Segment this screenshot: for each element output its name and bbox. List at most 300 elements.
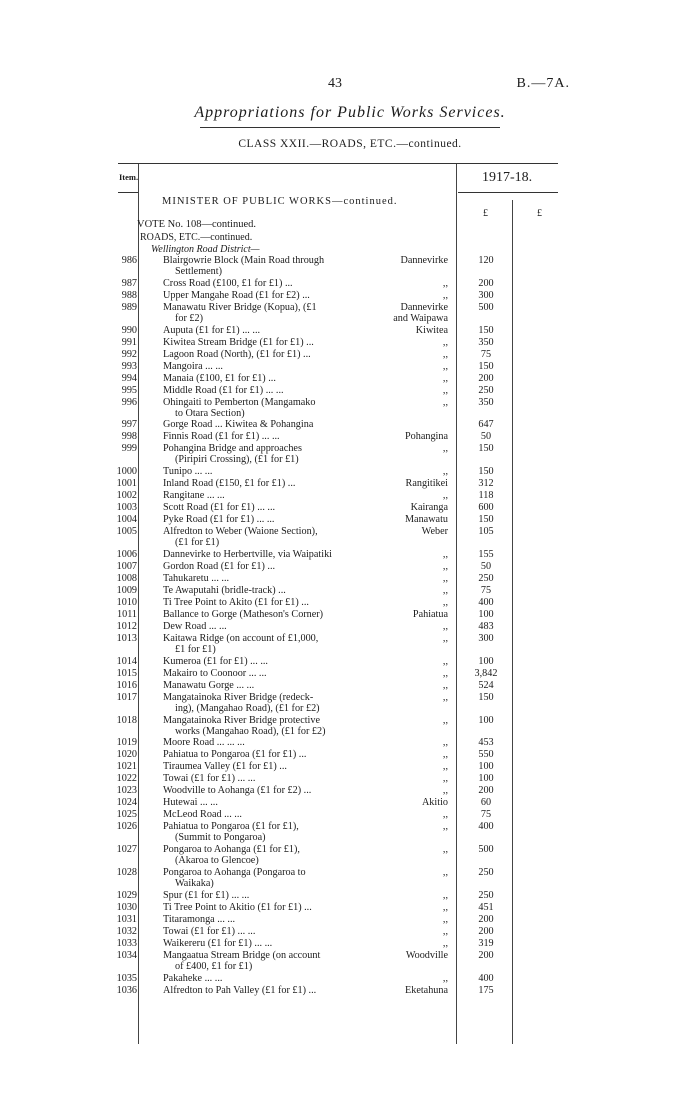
- description-line: Gorge Road ... Kiwitea & Pohangina: [163, 419, 314, 431]
- location-line: ,,: [442, 336, 448, 348]
- item-location: [443, 680, 448, 691]
- item-amount: 250: [478, 384, 494, 396]
- item-description: [163, 573, 373, 584]
- item-description: [163, 585, 373, 596]
- item-location: [443, 373, 448, 384]
- item-location: [443, 867, 448, 878]
- item-amount: 75: [480, 348, 492, 360]
- location-line: Dannevirke: [400, 255, 448, 266]
- location-line: ,,: [442, 679, 448, 691]
- item-location: [443, 668, 448, 679]
- description-line: Kaitawa Ridge (on account of £1,000,: [163, 633, 319, 644]
- location-line: ,,: [442, 844, 448, 856]
- item-description: [163, 973, 373, 984]
- description-line: Gordon Road (£1 for £1) ...: [163, 561, 276, 572]
- item-description: [163, 809, 373, 820]
- item-location: [443, 890, 448, 901]
- item-description: [163, 867, 373, 889]
- item-location: [443, 490, 448, 501]
- item-amount: 500: [478, 844, 494, 856]
- description-line: Pohangina Bridge and approaches: [163, 443, 302, 455]
- item-description: [163, 549, 373, 560]
- item-description: [163, 821, 373, 843]
- item-description: [163, 302, 373, 324]
- item-description: [163, 692, 373, 714]
- location-line: ,,: [442, 372, 448, 384]
- description-line: Waikereru (£1 for £1) ... ...: [163, 937, 273, 949]
- location-line: ,,: [442, 384, 448, 396]
- description-line: (Akaroa to Glencoe): [175, 855, 259, 867]
- item-amount: 155: [478, 549, 494, 560]
- item-location: [443, 361, 448, 372]
- location-line: ,,: [442, 396, 448, 408]
- item-location: [405, 985, 448, 996]
- description-line: Pongaroa to Aohanga (Pongaroa to: [163, 867, 306, 878]
- description-line: Mangatainoka River Bridge protective: [163, 714, 321, 726]
- item-amount: 100: [478, 655, 494, 667]
- description-line: Pahiatua to Pongaroa (£1 for £1),: [163, 821, 299, 833]
- item-location: [422, 797, 448, 808]
- location-line: ,,: [442, 561, 448, 572]
- item-number: 1010: [116, 597, 137, 608]
- item-number: 992: [121, 348, 137, 360]
- vote-heading: VOTE No. 108—continued.: [137, 219, 256, 230]
- item-location: [443, 585, 448, 596]
- item-description: [163, 561, 373, 572]
- item-number: 1016: [116, 679, 137, 691]
- item-amount: 250: [478, 889, 494, 901]
- item-amount: 3,842: [474, 667, 498, 679]
- item-number: 1001: [116, 478, 137, 490]
- item-amount: 150: [478, 514, 494, 526]
- item-description: [163, 514, 373, 525]
- item-amount: 451: [478, 901, 494, 913]
- item-location: [443, 785, 448, 796]
- location-line: ,,: [442, 737, 448, 749]
- description-line: Pahiatua to Pongaroa (£1 for £1) ...: [163, 749, 307, 761]
- item-amount: 50: [480, 561, 492, 572]
- item-amount: 312: [478, 478, 494, 490]
- description-line: works (Mangahao Road), (£1 for £2): [175, 725, 326, 737]
- description-line: (Summit to Pongaroa): [175, 832, 266, 844]
- location-line: ,,: [442, 655, 448, 667]
- item-amount: 75: [480, 809, 492, 821]
- description-line: Ti Tree Point to Akito (£1 for £1) ...: [163, 597, 309, 608]
- location-line: Akitio: [421, 797, 448, 809]
- item-location: [443, 914, 448, 925]
- location-line: and Waipawa: [393, 312, 448, 324]
- item-number: 1011: [117, 609, 137, 620]
- location-line: ,,: [442, 633, 448, 644]
- description-line: Pyke Road (£1 for £1) ... ...: [163, 514, 275, 526]
- description-line: Auputa (£1 for £1) ... ...: [163, 324, 261, 336]
- item-location: [405, 431, 448, 442]
- description-line: Pongaroa to Aohanga (£1 for £1),: [163, 844, 300, 856]
- item-amount: 350: [478, 396, 494, 408]
- item-number: 1024: [116, 797, 137, 809]
- item-amount: 175: [478, 984, 494, 996]
- item-amount: 150: [478, 466, 494, 478]
- description-line: Moore Road ... ... ...: [163, 737, 245, 749]
- location-line: Kairanga: [410, 502, 448, 514]
- item-amount: 100: [478, 761, 494, 773]
- item-number: 1035: [116, 972, 137, 984]
- item-location: [443, 573, 448, 584]
- item-description: [163, 419, 373, 430]
- item-number: 999: [121, 443, 137, 455]
- item-description: [163, 490, 373, 501]
- item-number: 1017: [116, 691, 137, 703]
- item-number: 994: [121, 372, 137, 384]
- item-description: [163, 938, 373, 949]
- item-amount: 200: [478, 913, 494, 925]
- location-line: ,,: [442, 360, 448, 372]
- item-number: 990: [121, 324, 137, 336]
- location-line: ,,: [442, 821, 448, 833]
- item-number: 1029: [116, 889, 137, 901]
- description-line: (Piripiri Crossing), (£1 for £1): [175, 454, 299, 466]
- description-line: Cross Road (£100, £1 for £1) ...: [163, 277, 293, 289]
- description-line: Manawatu River Bridge (Kopua), (£1: [163, 301, 317, 313]
- location-line: ,,: [442, 867, 448, 878]
- item-number: 1003: [116, 502, 137, 514]
- description-line: £1 for £1): [175, 644, 216, 655]
- description-line: Waikaka): [175, 878, 214, 889]
- location-line: Pohangina: [404, 431, 448, 443]
- item-description: [163, 290, 373, 301]
- item-amount: 200: [478, 372, 494, 384]
- item-location: [393, 302, 448, 324]
- item-location: [443, 844, 448, 855]
- item-amount: 319: [478, 937, 494, 949]
- item-description: [163, 797, 373, 808]
- item-description: [163, 443, 373, 465]
- item-number: 1031: [116, 913, 137, 925]
- item-location: [443, 397, 448, 408]
- item-amount: 647: [478, 419, 494, 431]
- item-amount: 150: [478, 443, 494, 455]
- item-description: [163, 950, 373, 972]
- description-line: Tiraumea Valley (£1 for £1) ...: [163, 761, 287, 773]
- description-line: Ti Tree Point to Akitio (£1 for £1) ...: [163, 901, 312, 913]
- description-line: Blairgowrie Block (Main Road through: [163, 255, 325, 266]
- item-amount: 600: [478, 502, 494, 514]
- item-amount: 300: [478, 633, 494, 644]
- location-line: ,,: [442, 443, 448, 455]
- item-location: [443, 278, 448, 289]
- header-rule-top: [118, 163, 558, 164]
- item-amount: 200: [478, 949, 494, 961]
- item-number: 1012: [116, 621, 137, 632]
- item-number: 1015: [116, 667, 137, 679]
- item-number: 1002: [116, 490, 137, 502]
- item-amount: 150: [478, 360, 494, 372]
- item-number: 989: [121, 301, 137, 313]
- location-line: ,,: [442, 937, 448, 949]
- item-description: [163, 926, 373, 937]
- item-description: [163, 633, 373, 655]
- item-description: [163, 985, 373, 996]
- title-rule: [200, 127, 500, 128]
- item-location: [443, 749, 448, 760]
- description-line: Hutewai ... ...: [163, 797, 218, 809]
- item-location: [443, 902, 448, 913]
- item-location: [443, 349, 448, 360]
- location-line: ,,: [442, 889, 448, 901]
- item-number: 991: [121, 336, 137, 348]
- item-description: [163, 478, 373, 489]
- district-heading: Wellington Road District—: [151, 244, 260, 255]
- item-amount: 100: [478, 609, 494, 620]
- item-description: [163, 668, 373, 679]
- location-line: ,,: [442, 585, 448, 596]
- item-description: [163, 361, 373, 372]
- description-line: Alfredton to Pah Valley (£1 for £1) ...: [163, 984, 317, 996]
- item-amount: 250: [478, 573, 494, 584]
- description-line: to Otara Section): [175, 407, 245, 419]
- item-amount: 400: [478, 821, 494, 833]
- item-number: 1009: [116, 585, 137, 596]
- description-line: Tahukaretu ... ...: [163, 573, 230, 584]
- item-location: [443, 973, 448, 984]
- item-location: [443, 761, 448, 772]
- item-column-divider: [138, 164, 139, 1044]
- item-number: 1023: [116, 785, 137, 797]
- item-amount: 400: [478, 597, 494, 608]
- location-line: ,,: [442, 289, 448, 301]
- item-number: 1008: [116, 573, 137, 584]
- item-amount: 300: [478, 289, 494, 301]
- item-location: [443, 443, 448, 454]
- item-description: [163, 325, 373, 336]
- description-line: Manawatu Gorge ... ...: [163, 679, 255, 691]
- location-line: ,,: [442, 667, 448, 679]
- item-number: 998: [121, 431, 137, 443]
- item-location: [443, 715, 448, 726]
- description-line: Mangoira ... ...: [163, 360, 223, 372]
- location-line: ,,: [442, 761, 448, 773]
- item-number: 995: [121, 384, 137, 396]
- location-line: Dannevirke: [400, 301, 448, 313]
- item-location: [443, 633, 448, 644]
- item-number: 1034: [116, 949, 137, 961]
- item-location: [443, 692, 448, 703]
- description-line: Te Awaputahi (bridle-track) ...: [163, 585, 286, 596]
- location-line: ,,: [442, 549, 448, 560]
- item-location: [443, 737, 448, 748]
- amount-column-divider-mid: [512, 200, 513, 1044]
- item-description: [163, 844, 373, 866]
- item-description: [163, 773, 373, 784]
- description-line: Rangitane ... ...: [163, 490, 225, 502]
- item-description: [163, 466, 373, 477]
- item-location: [422, 526, 448, 537]
- location-line: ,,: [442, 773, 448, 785]
- item-amount: 400: [478, 972, 494, 984]
- item-description: [163, 526, 373, 548]
- item-number: 1006: [116, 549, 137, 560]
- description-line: Middle Road (£1 for £1) ... ...: [163, 384, 284, 396]
- currency-symbol-2: £: [537, 208, 542, 219]
- location-line: ,,: [442, 972, 448, 984]
- location-line: ,,: [442, 785, 448, 797]
- item-location: [443, 549, 448, 560]
- item-number: 1007: [116, 561, 137, 572]
- item-number: 1025: [116, 809, 137, 821]
- description-line: Finnis Road (£1 for £1) ... ...: [163, 431, 280, 443]
- item-location: [443, 337, 448, 348]
- item-description: [163, 255, 373, 277]
- location-line: ,,: [442, 277, 448, 289]
- description-line: of £400, £1 for £1): [175, 960, 253, 972]
- location-line: ,,: [442, 573, 448, 584]
- description-line: Tunipo ... ...: [163, 466, 213, 478]
- year-column-header: 1917-18.: [482, 170, 533, 185]
- item-amount: 150: [478, 324, 494, 336]
- item-location: [443, 561, 448, 572]
- item-location: [416, 325, 448, 336]
- item-amount: 250: [478, 867, 494, 878]
- item-location: [413, 609, 448, 620]
- description-line: Makairo to Coonoor ... ...: [163, 667, 267, 679]
- description-line: for £2): [175, 312, 204, 324]
- location-line: ,,: [442, 925, 448, 937]
- location-line: ,,: [442, 809, 448, 821]
- item-number: 993: [121, 360, 137, 372]
- item-location: [405, 514, 448, 525]
- location-line: ,,: [442, 749, 448, 761]
- description-line: Dannevirke to Herbertville, via Waipatiki: [163, 549, 333, 560]
- item-number: 1000: [116, 466, 137, 478]
- location-line: ,,: [442, 691, 448, 703]
- item-number: 986: [121, 255, 137, 266]
- item-amount: 150: [478, 691, 494, 703]
- item-number: 1022: [116, 773, 137, 785]
- item-description: [163, 337, 373, 348]
- item-description: [163, 397, 373, 419]
- item-description: [163, 890, 373, 901]
- item-number: 1027: [116, 844, 137, 856]
- item-number: 996: [121, 396, 137, 408]
- amount-column-divider-left: [456, 164, 457, 1044]
- location-line: ,,: [442, 348, 448, 360]
- description-line: Towai (£1 for £1) ... ...: [163, 925, 256, 937]
- item-description: [163, 609, 373, 620]
- item-amount: 200: [478, 785, 494, 797]
- item-location: [400, 255, 448, 266]
- item-amount: 500: [478, 301, 494, 313]
- location-line: ,,: [442, 901, 448, 913]
- description-line: (£1 for £1): [175, 537, 220, 549]
- description-line: Spur (£1 for £1) ... ...: [163, 889, 250, 901]
- item-number: 997: [121, 419, 137, 431]
- location-line: ,,: [442, 490, 448, 502]
- item-location: [443, 621, 448, 632]
- item-amount: 50: [480, 431, 492, 443]
- item-column-header: Item.: [119, 172, 139, 182]
- item-location: [406, 950, 448, 961]
- item-number: 1032: [116, 925, 137, 937]
- location-line: Kiwitea: [415, 324, 448, 336]
- item-amount: 118: [478, 490, 494, 502]
- description-line: Titaramonga ... ...: [163, 913, 236, 925]
- description-line: Scott Road (£1 for £1) ... ...: [163, 502, 276, 514]
- location-line: Rangitikei: [405, 478, 448, 490]
- year-rule: [458, 192, 558, 193]
- item-location: [443, 656, 448, 667]
- description-line: Mangaatua Stream Bridge (on account: [163, 949, 321, 961]
- item-amount: 100: [478, 773, 494, 785]
- description-line: Settlement): [175, 266, 222, 277]
- item-description: [163, 385, 373, 396]
- item-amount: 105: [478, 526, 494, 538]
- description-line: Inland Road (£150, £1 for £1) ...: [163, 478, 296, 490]
- location-line: Woodville: [405, 949, 448, 961]
- item-number: 1028: [116, 867, 137, 878]
- item-amount: 120: [478, 255, 494, 266]
- item-number: 1019: [116, 737, 137, 749]
- header-rule-bottom: [118, 192, 138, 193]
- item-description: [163, 431, 373, 442]
- item-number: 1033: [116, 937, 137, 949]
- item-number: 1014: [116, 655, 137, 667]
- item-location: [443, 597, 448, 608]
- item-description: [163, 278, 373, 289]
- item-number: 1013: [116, 633, 137, 644]
- item-amount: 100: [478, 714, 494, 726]
- item-location: [443, 290, 448, 301]
- item-description: [163, 656, 373, 667]
- description-line: ing), (Mangahao Road), (£1 for £2): [175, 702, 320, 714]
- location-line: ,,: [442, 466, 448, 478]
- item-description: [163, 737, 373, 748]
- item-description: [163, 349, 373, 360]
- location-line: ,,: [442, 597, 448, 608]
- item-description: [163, 785, 373, 796]
- item-description: [163, 761, 373, 772]
- item-description: [163, 914, 373, 925]
- page-title: Appropriations for Public Works Services.: [194, 104, 506, 121]
- location-line: ,,: [442, 913, 448, 925]
- item-location: [443, 773, 448, 784]
- item-location: [443, 385, 448, 396]
- item-number: 987: [121, 277, 137, 289]
- location-line: Pahiatua: [412, 609, 448, 620]
- description-line: Ohingaiti to Pemberton (Mangamako: [163, 396, 316, 408]
- item-amount: 550: [478, 749, 494, 761]
- item-location: [443, 938, 448, 949]
- item-amount: 524: [478, 679, 494, 691]
- item-description: [163, 621, 373, 632]
- item-location: [406, 478, 448, 489]
- description-line: McLeod Road ... ...: [163, 809, 242, 821]
- item-amount: 483: [478, 621, 494, 632]
- item-number: 1004: [116, 514, 137, 526]
- description-line: Alfredton to Weber (Waione Section),: [163, 526, 318, 538]
- item-number: 1030: [116, 901, 137, 913]
- item-location: [443, 821, 448, 832]
- currency-symbol-1: £: [483, 208, 488, 219]
- item-description: [163, 597, 373, 608]
- description-line: Lagoon Road (North), (£1 for £1) ...: [163, 348, 311, 360]
- description-line: Kumeroa (£1 for £1) ... ...: [163, 655, 268, 667]
- item-number: 1036: [116, 984, 137, 996]
- description-line: Kiwitea Stream Bridge (£1 for £1) ...: [163, 336, 314, 348]
- item-amount: 453: [478, 737, 494, 749]
- item-number: 1026: [116, 821, 137, 833]
- class-heading: CLASS XXII.—ROADS, ETC.—continued.: [238, 138, 462, 150]
- location-line: ,,: [442, 621, 448, 632]
